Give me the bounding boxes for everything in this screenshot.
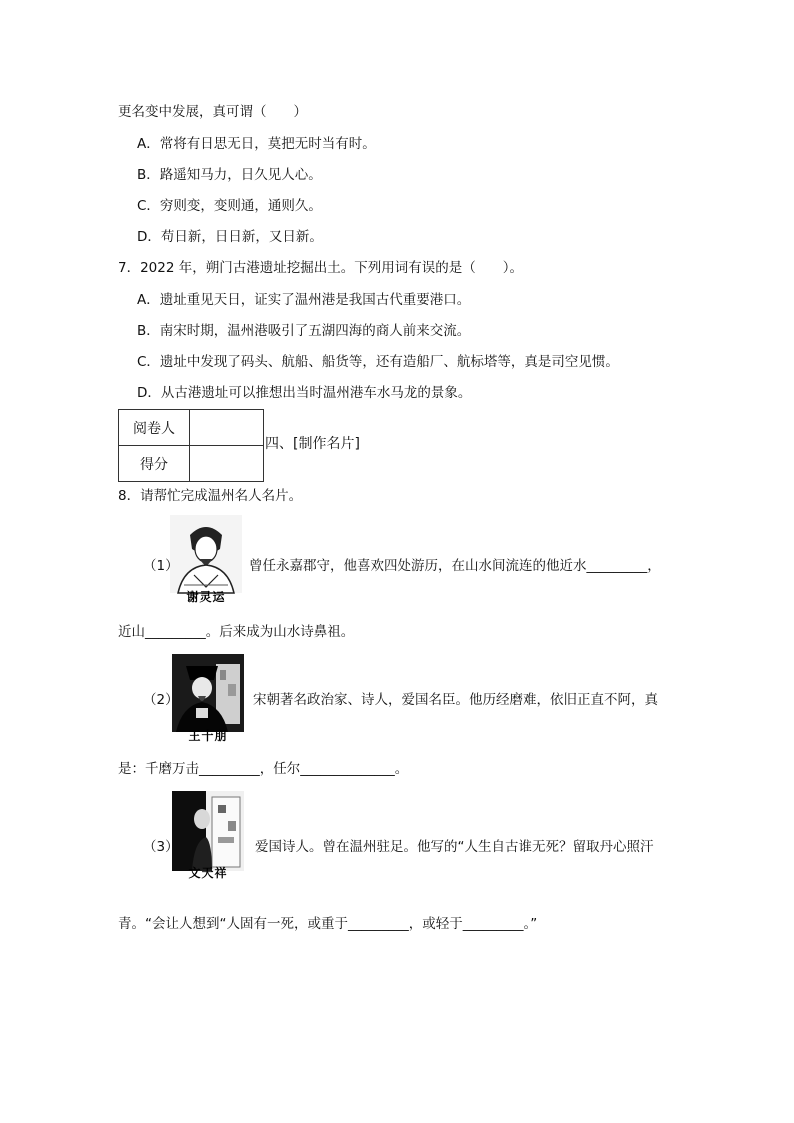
- q7-stem: 7．2022 年，朔门古港遗址挖掘出土。下列用词有误的是（ ）。: [118, 260, 523, 276]
- card1-text-line1: 曾任永嘉郡守，他喜欢四处游历，在山水间流连的他近水_________，: [249, 558, 661, 574]
- card3-number: （3）: [143, 839, 179, 855]
- portrait-xie-lingyun: [170, 515, 242, 607]
- q6-option-a: A．常将有日思无日，莫把无时当有时。: [137, 136, 376, 152]
- q7-option-b: B．南宋时期，温州港吸引了五湖四海的商人前来交流。: [137, 323, 471, 339]
- grader-label: 阅卷人: [119, 410, 190, 446]
- score-cell[interactable]: [190, 446, 264, 482]
- portrait-wang-shipeng: [172, 654, 244, 746]
- portrait-caption: 文天祥: [188, 866, 228, 880]
- card2-text-line1: 宋朝著名政治家、诗人，爱国名臣。他历经磨难，依旧正直不阿，真: [253, 692, 658, 708]
- card1-text-line2: 近山_________。后来成为山水诗鼻祖。: [118, 624, 355, 640]
- portrait-caption: 谢灵运: [186, 590, 226, 604]
- q8-stem: 8．请帮忙完成温州名人名片。: [118, 488, 303, 504]
- q6-option-d: D．苟日新，日日新，又日新。: [137, 229, 323, 245]
- score-label: 得分: [119, 446, 190, 482]
- card1-number: （1）: [143, 558, 179, 574]
- card2-number: （2）: [143, 692, 179, 708]
- portrait-caption: 王十朋: [188, 729, 228, 743]
- grader-cell[interactable]: [190, 410, 264, 446]
- q6-stem-tail: 更名变中发展，真可谓（ ）: [118, 104, 307, 120]
- card3-text-line1: 爱国诗人。曾在温州驻足。他写的“人生自古谁无死？留取丹心照汗: [255, 839, 654, 855]
- q6-option-c: C．穷则变，变则通，通则久。: [137, 198, 322, 214]
- q7-option-d: D．从古港遗址可以推想出当时温州港车水马龙的景象。: [137, 385, 472, 401]
- card3-text-line2: 青。“会让人想到“人固有一死，或重于_________，或轻于_________。”: [118, 916, 538, 932]
- q7-option-c: C．遗址中发现了码头、航船、船货等，还有造船厂、航标塔等，真是司空见惯。: [137, 354, 619, 370]
- score-table: [118, 409, 264, 482]
- q6-option-b: B．路遥知马力，日久见人心。: [137, 167, 322, 183]
- section-title: 四、[制作名片]: [265, 436, 360, 452]
- card2-text-line2: 是：千磨万击_________，任尔______________。: [118, 761, 409, 777]
- q7-option-a: A．遗址重见天日，证实了温州港是我国古代重要港口。: [137, 292, 471, 308]
- portrait-wen-tianxiang: [172, 791, 244, 883]
